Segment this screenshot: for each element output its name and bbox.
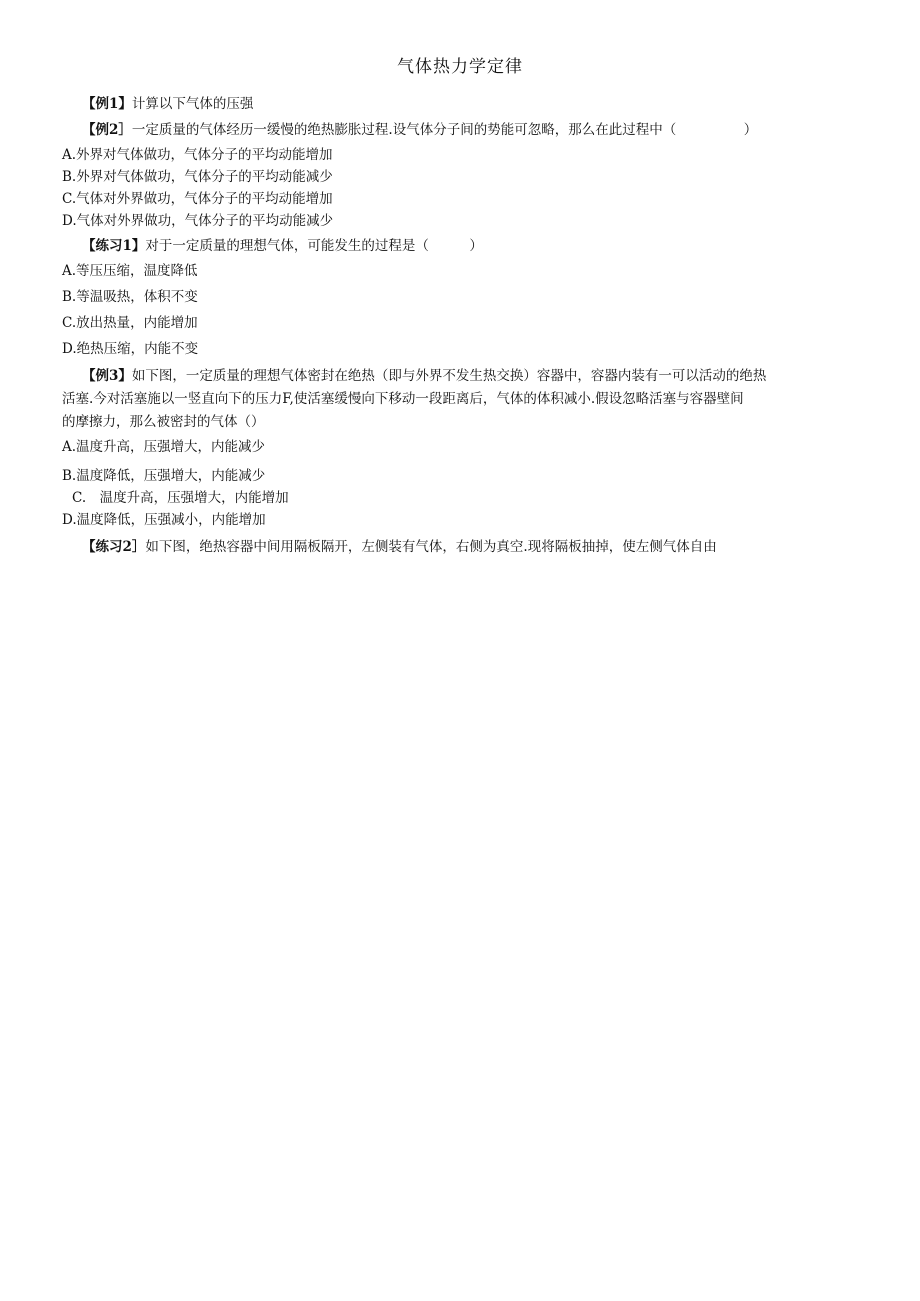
practice-1-option-c: C.放出热量，内能增加 [62, 315, 198, 331]
example-2-option-b: B.外界对气体做功，气体分子的平均动能减少 [62, 169, 333, 185]
example-2-option-c: C.气体对外界做功，气体分子的平均动能增加 [62, 191, 333, 207]
example-3-line-2: 活塞.今对活塞施以一竖直向下的压力F,使活塞缓慢向下移动一段距离后，气体的体积减小.假设忽略活塞与容器壁间 [62, 391, 744, 407]
practice-1-text: 对于一定质量的理想气体，可能发生的过程是（ ） [145, 238, 483, 254]
example-1 [82, 95, 253, 113]
document-title: 气体热力学定律 [397, 57, 523, 77]
practice-1 [82, 237, 483, 255]
example-3-tag: 【例3】 [82, 368, 132, 384]
example-3-option-d: D.温度降低，压强减小，内能增加 [62, 512, 266, 528]
example-2-option-d: D.气体对外界做功，气体分子的平均动能减少 [62, 213, 334, 229]
example-3-option-b: B.温度降低，压强增大，内能减少 [62, 468, 266, 484]
practice-2-tag: 【练习2］ [82, 539, 146, 555]
example-3-option-a: A.温度升高，压强增大，内能减少 [62, 439, 266, 455]
example-2-option-a: A.外界对气体做功，气体分子的平均动能增加 [62, 147, 333, 163]
practice-2 [82, 538, 717, 556]
practice-1-option-a: A.等压压缩，温度降低 [62, 263, 198, 279]
example-2 [82, 121, 757, 139]
example-3-line-1 [82, 367, 766, 385]
example-3-option-c: C. 温度升高，压强增大，内能增加 [72, 490, 289, 506]
practice-1-option-d: D.绝热压缩，内能不变 [62, 341, 199, 357]
practice-1-option-b: B.等温吸热，体积不变 [62, 289, 198, 305]
example-2-text: 一定质量的气体经历一缓慢的绝热膨胀过程.设气体分子间的势能可忽略，那么在此过程中（ ） [131, 122, 758, 138]
example-3-line-3: 的摩擦力，那么被密封的气体（） [62, 414, 265, 430]
practice-2-text: 如下图，绝热容器中间用隔板隔开，左侧装有气体，右侧为真空.现将隔板抽掉，使左侧气体自由 [145, 539, 717, 555]
example-3-text-1: 如下图，一定质量的理想气体密封在绝热（即与外界不发生热交换）容器中，容器内装有一可以活动的绝热 [131, 368, 767, 384]
practice-1-tag: 【练习1】 [82, 238, 146, 254]
example-1-text: 计算以下气体的压强 [131, 96, 254, 112]
example-2-tag: 【例2］ [82, 122, 132, 138]
example-1-tag: 【例1】 [82, 96, 132, 112]
